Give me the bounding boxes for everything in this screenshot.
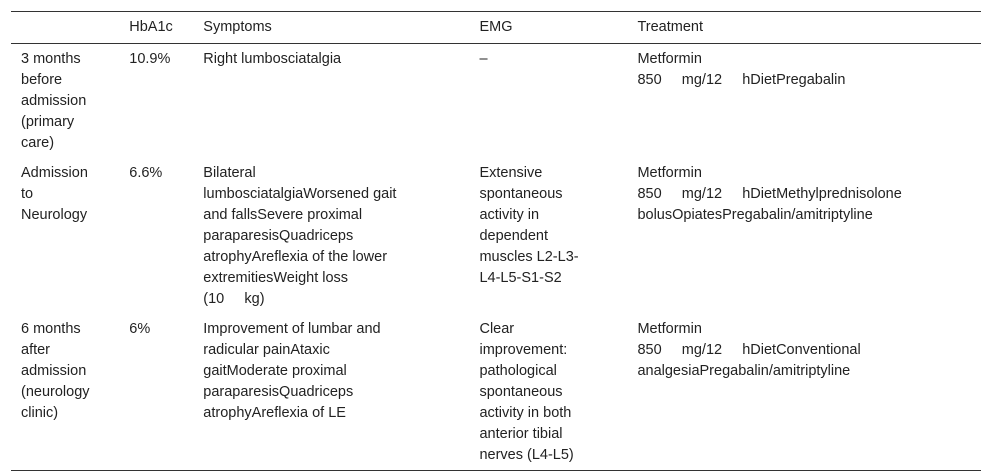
- stage-cell: [11, 314, 119, 471]
- cell-line: care): [21, 135, 55, 151]
- symptoms-cell: [193, 44, 469, 159]
- cell-line: paraparesisQuadriceps: [203, 384, 354, 400]
- header-emg: EMG: [479, 19, 513, 35]
- cell-line: Bilateral: [203, 165, 256, 181]
- table-body: [11, 44, 981, 471]
- cell-line: Neurology: [21, 207, 88, 223]
- cell-line: 850 mg/12 hDietMethylprednisolone: [637, 186, 902, 202]
- cell-line: atrophyAreflexia of the lower: [203, 249, 388, 265]
- header-symptoms: Symptoms: [203, 19, 272, 35]
- cell-line: 3 months: [21, 51, 81, 67]
- cell-line: –: [479, 51, 488, 67]
- cell-line: pathological: [479, 363, 557, 379]
- cell-line: (neurology: [21, 384, 90, 400]
- cell-line: radicular painAtaxic: [203, 342, 330, 358]
- cell-line: admission: [21, 93, 87, 109]
- cell-line: 6 months: [21, 321, 81, 337]
- emg-cell: [469, 44, 627, 159]
- cell-line: before: [21, 72, 63, 88]
- cell-line: Metformin: [637, 321, 702, 337]
- cell-line: Right lumbosciatalgia: [203, 51, 342, 67]
- cell-line: spontaneous: [479, 384, 563, 400]
- cell-line: Metformin: [637, 51, 702, 67]
- cell-line: nerves (L4-L5): [479, 447, 574, 463]
- emg-cell: [469, 158, 627, 314]
- hba1c-cell: 6%: [129, 321, 151, 337]
- cell-line: 850 mg/12 hDietPregabalin: [637, 72, 846, 88]
- cell-line: Admission: [21, 165, 88, 181]
- table-row: [11, 314, 981, 471]
- table-header-row: [11, 12, 981, 44]
- cell-line: bolusOpiatesPregabalin/amitriptyline: [637, 207, 873, 223]
- cell-line: paraparesisQuadriceps: [203, 228, 354, 244]
- symptoms-cell: [193, 314, 469, 471]
- cell-line: atrophyAreflexia of LE: [203, 405, 346, 421]
- cell-line: gaitModerate proximal: [203, 363, 347, 379]
- cell-line: Metformin: [637, 165, 702, 181]
- cell-line: to: [21, 186, 34, 202]
- cell-line: anterior tibial: [479, 426, 563, 442]
- header-treatment: Treatment: [637, 19, 703, 35]
- cell-line: L4-L5-S1-S2: [479, 270, 562, 286]
- treatment-cell: [627, 314, 981, 471]
- symptoms-cell: [193, 158, 469, 314]
- cell-line: lumbosciatalgiaWorsened gait: [203, 186, 397, 202]
- cell-line: clinic): [21, 405, 59, 421]
- cell-line: activity in both: [479, 405, 572, 421]
- cell-line: and fallsSevere proximal: [203, 207, 363, 223]
- cell-line: (10 kg): [203, 291, 265, 307]
- cell-line: after: [21, 342, 51, 358]
- header-stage: [11, 12, 119, 44]
- cell-line: 850 mg/12 hDietConventional: [637, 342, 861, 358]
- cell-line: extremitiesWeight loss: [203, 270, 349, 286]
- emg-cell: [469, 314, 627, 471]
- cell-line: (primary: [21, 114, 75, 130]
- treatment-cell: [627, 158, 981, 314]
- clinical-course-table: [11, 11, 981, 471]
- header-hba1c: HbA1c: [129, 19, 173, 35]
- table-row: [11, 158, 981, 314]
- clinical-table-container: [11, 11, 981, 471]
- stage-cell: [11, 158, 119, 314]
- table-row: [11, 44, 981, 159]
- cell-line: Clear: [479, 321, 515, 337]
- hba1c-cell: 6.6%: [129, 165, 163, 181]
- cell-line: spontaneous: [479, 186, 563, 202]
- hba1c-cell: 10.9%: [129, 51, 171, 67]
- cell-line: admission: [21, 363, 87, 379]
- cell-line: Extensive: [479, 165, 543, 181]
- stage-cell: [11, 44, 119, 159]
- treatment-cell: [627, 44, 981, 159]
- cell-line: activity in: [479, 207, 540, 223]
- cell-line: Improvement of lumbar and: [203, 321, 381, 337]
- cell-line: improvement:: [479, 342, 568, 358]
- cell-line: analgesiaPregabalin/amitriptyline: [637, 363, 851, 379]
- cell-line: muscles L2-L3-: [479, 249, 579, 265]
- cell-line: dependent: [479, 228, 549, 244]
